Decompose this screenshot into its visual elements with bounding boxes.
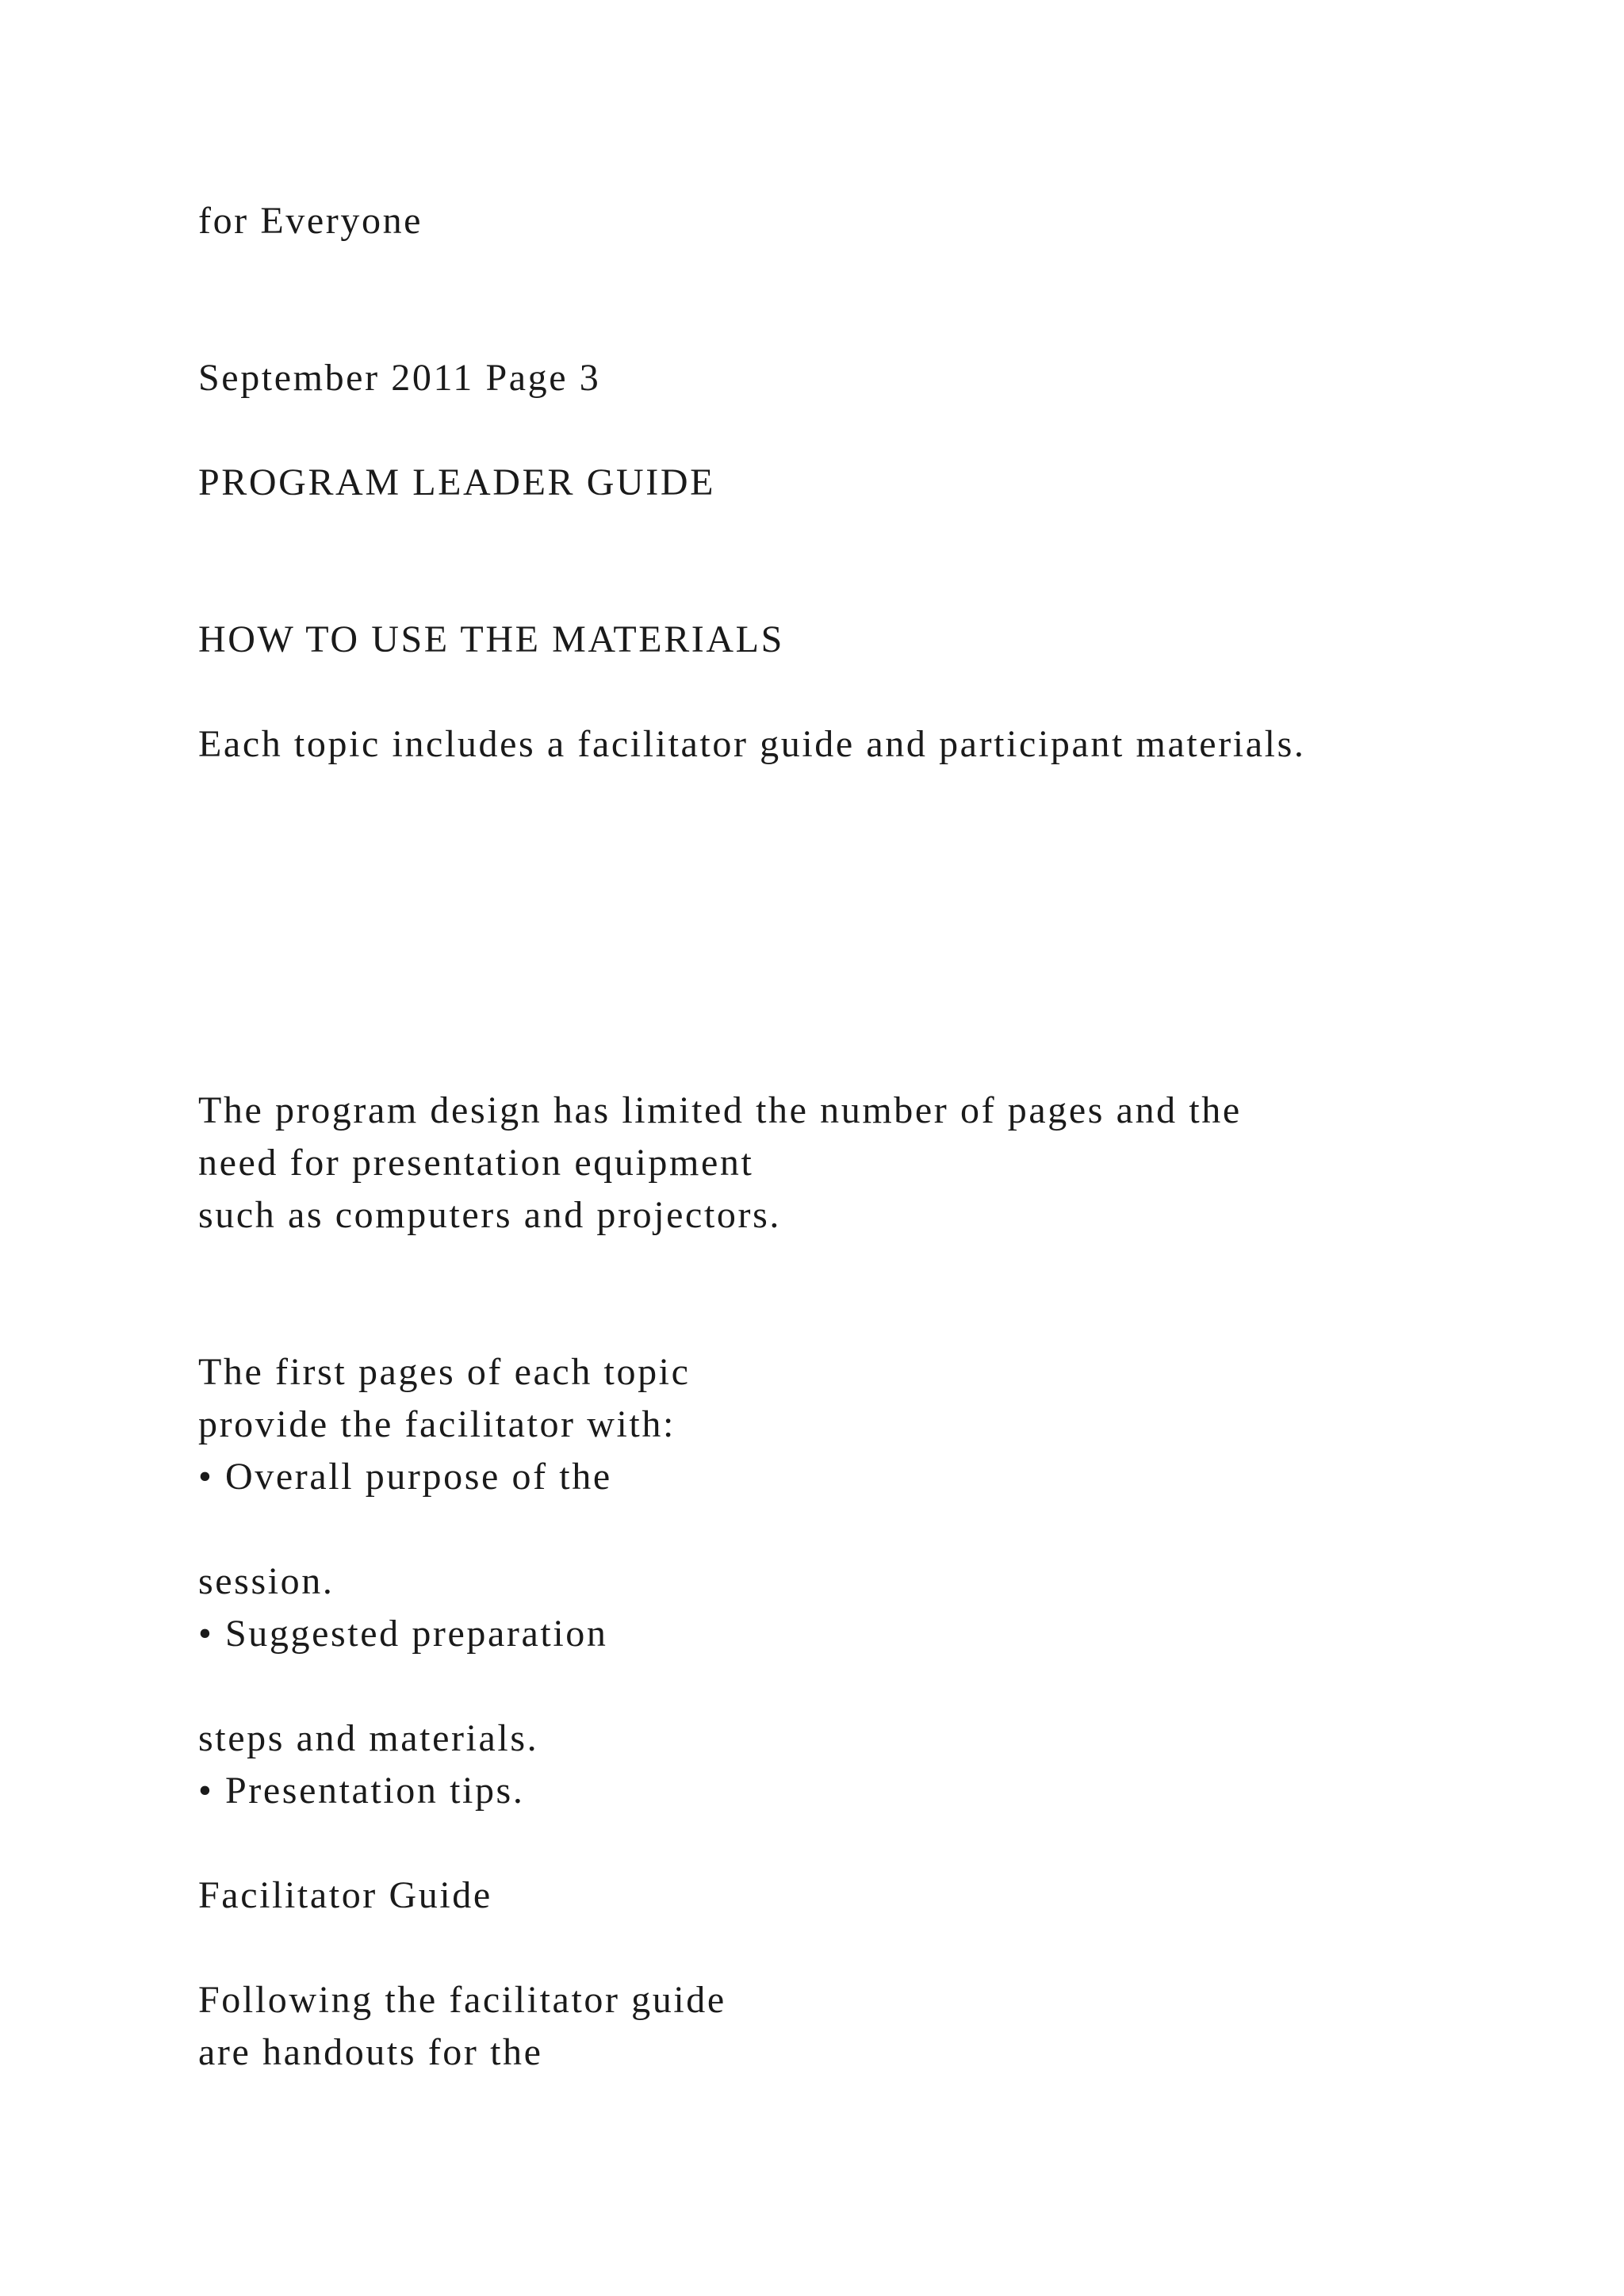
guide-title: PROGRAM LEADER GUIDE <box>198 461 715 503</box>
section-heading: HOW TO USE THE MATERIALS <box>198 618 784 660</box>
facilitator-guide-label: Facilitator Guide <box>198 1874 492 1916</box>
intro-paragraph: Each topic includes a facilitator guide and participant materials. <box>198 723 1306 765</box>
bullet-continuation: session. <box>198 1560 335 1602</box>
bullet-item: • Presentation tips. <box>198 1770 525 1812</box>
bullet-continuation: steps and materials. <box>198 1717 539 1759</box>
following-paragraph-line: are handouts for the <box>198 2031 543 2073</box>
design-paragraph-line: such as computers and projectors. <box>198 1194 781 1236</box>
date-page-line: September 2011 Page 3 <box>198 357 601 399</box>
design-paragraph-line: need for presentation equipment <box>198 1142 754 1184</box>
bullet-item: • Suggested preparation <box>198 1613 608 1655</box>
following-paragraph-line: Following the facilitator guide <box>198 1979 726 2021</box>
first-pages-paragraph-line: provide the facilitator with: <box>198 1403 676 1445</box>
header-line: for Everyone <box>198 200 423 242</box>
first-pages-paragraph-line: The first pages of each topic <box>198 1351 691 1393</box>
bullet-item: • Overall purpose of the <box>198 1456 612 1498</box>
design-paragraph-line: The program design has limited the number of pages and the <box>198 1089 1242 1131</box>
